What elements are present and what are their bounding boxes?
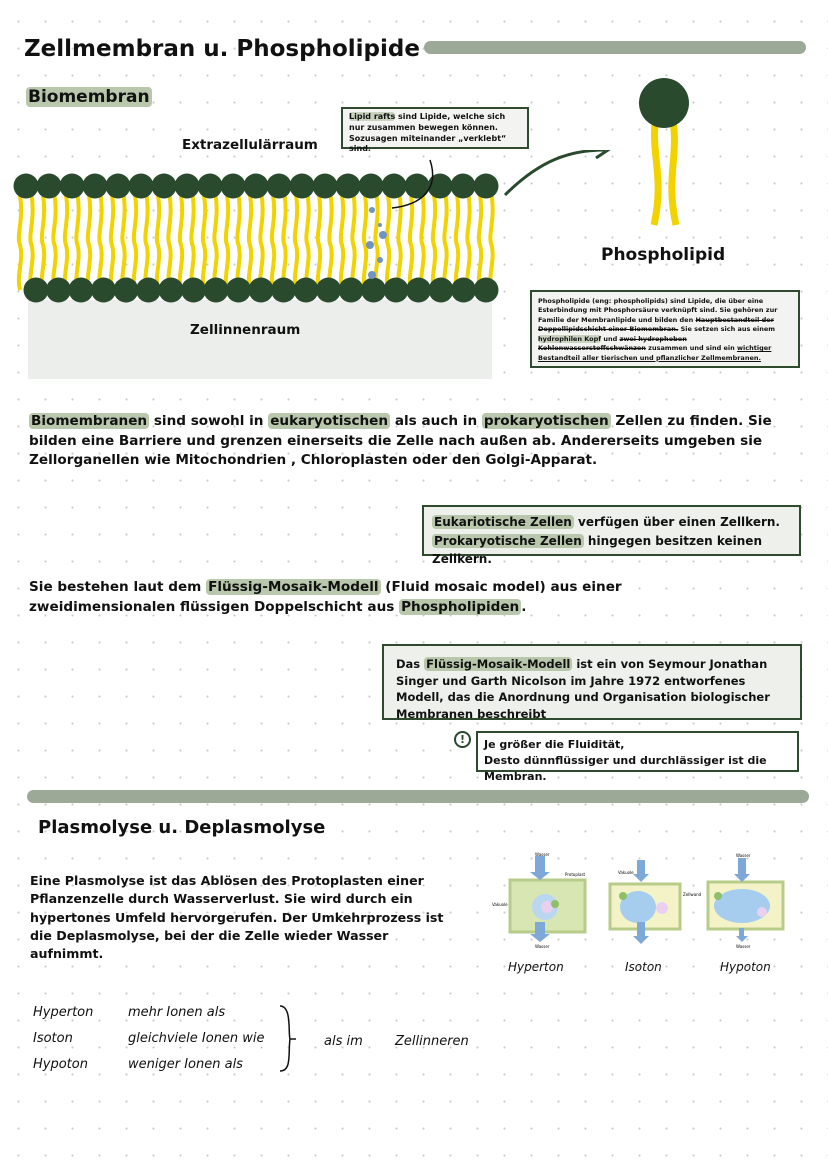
- phospholipid-head: [226, 278, 251, 303]
- cell-isoton: [610, 860, 702, 944]
- cell-label-hyperton: Hyperton: [508, 960, 564, 974]
- section-divider: [27, 790, 809, 803]
- phospholipid-head: [313, 174, 338, 199]
- lipid-tail: [122, 195, 124, 290]
- phospholipid-head: [24, 278, 49, 303]
- phospholipid-head: [294, 278, 319, 303]
- lipid-tail: [260, 195, 262, 290]
- lipid-raft-particle: [366, 241, 374, 249]
- phospholipid-head: [267, 174, 292, 199]
- lipid-rafts-note: Lipid rafts sind Lipide, welche sich nur zusammen bewegen können. Sozusagen miteinander „verklebt“ sind.: [341, 107, 529, 149]
- lipid-raft-particle: [379, 231, 387, 239]
- label-extracellular: Extrazellulärraum: [182, 137, 318, 153]
- lipid-tail: [168, 195, 170, 290]
- label-intracellular: Zellinnenraum: [190, 322, 301, 338]
- membrane-bilayer-diagram: [0, 150, 620, 310]
- lipid-tail: [295, 195, 297, 290]
- lipid-tail: [364, 195, 366, 290]
- lipid-tail: [410, 195, 412, 290]
- fluid-mosaic-paragraph: Sie bestehen laut dem Flüssig-Mosaik-Modell (Fluid mosaic model) aus einer zweidimensionalen flüssigen Doppelschicht aus Phospholipiden .: [29, 579, 622, 615]
- phospholipid-head: [136, 278, 161, 303]
- lipid-raft-particle: [369, 207, 375, 213]
- phospholipid-head: [271, 278, 296, 303]
- phospholipid-head: [429, 278, 454, 303]
- svg-text:Protoplast: Protoplast: [565, 872, 586, 877]
- phospholipid-head: [359, 174, 384, 199]
- lipid-tail: [352, 195, 354, 290]
- section-heading-plasmolyse: Plasmolyse u. Deplasmolyse: [38, 817, 326, 838]
- phospholipid-head: [451, 278, 476, 303]
- phospholipid-head: [316, 278, 341, 303]
- svg-text:Wasser: Wasser: [535, 852, 550, 857]
- lipid-tail: [433, 195, 435, 290]
- lipid-tail: [398, 195, 400, 290]
- cell-types-note: Eukariotische Zellen verfügen über einen Zellkern. Prokaryotische Zellen hingegen besitzen keinen Zellkern.: [422, 505, 801, 556]
- lipid-tail: [318, 195, 320, 290]
- lipid-tail: [53, 195, 55, 290]
- lipid-tail: [329, 195, 331, 290]
- phospholipid-head: [405, 174, 430, 199]
- svg-text:Wasser: Wasser: [736, 944, 751, 949]
- phospholipid-head: [106, 174, 131, 199]
- lipid-tail: [272, 195, 274, 290]
- phospholipid-head: [114, 278, 139, 303]
- lipid-tail: [76, 195, 78, 290]
- lipid-tail: [191, 195, 193, 290]
- svg-text:Vakuole: Vakuole: [492, 902, 508, 907]
- plasmolyse-paragraph: Eine Plasmolyse ist das Ablösen des Protoplasten einer Pflanzenzelle durch Wasserverlust. Sie wird durch ein hypertones Umfeld hervorgerufen. Der Umkehrprozess ist die Deplasmolyse, bei der die Zelle wieder Wasser aufnimmt.: [30, 873, 444, 961]
- phospholipid-head: [406, 278, 431, 303]
- phospholipid-head: [384, 278, 409, 303]
- phospholipid-description: Phospholipide (eng: phospholipids) sind Lipide, die über eine Esterbindung mit Phosphorsäure verknüpft sind. Sie gehören zur Familie der Membranlipide und bilden den Hauptbestandteil der Doppellipidschicht einer Biomembran. Sie setzen sich aus einem hydrophilen Kopf und zwei hydrophoben Kohlenwasserstoffschwänzen zusammen und sind ein wichtiger Bestandteil aller tierischen und pflanzlicher Zellmembranen.: [530, 290, 800, 368]
- lipid-tail: [214, 195, 216, 290]
- phospholipid-head: [361, 278, 386, 303]
- exclamation-circle-icon: !: [454, 731, 471, 748]
- phospholipid-head: [221, 174, 246, 199]
- lipid-tail: [490, 195, 492, 290]
- phospholipid-head: [175, 174, 200, 199]
- phospholipid-head: [474, 174, 499, 199]
- phospholipid-head: [249, 278, 274, 303]
- svg-text:Vakuole: Vakuole: [618, 870, 634, 875]
- phospholipid-head: [204, 278, 229, 303]
- lipid-raft-particle: [377, 257, 383, 263]
- section-heading-biomembran: Biomembran: [28, 87, 150, 107]
- plasmolysis-cells-diagram: [490, 852, 800, 952]
- lipid-tail: [456, 195, 458, 290]
- svg-text:Wasser: Wasser: [736, 853, 751, 858]
- lipid-tail: [479, 195, 481, 290]
- lipid-tail: [30, 195, 32, 290]
- fluidity-note: Je größer die Fluidität, Desto dünnflüssiger und durchlässiger ist die Membran.: [476, 731, 799, 772]
- phospholipid-head: [382, 174, 407, 199]
- lipid-tail: [111, 195, 113, 290]
- label-phospholipid: Phospholipid: [601, 245, 726, 265]
- phospholipid-head: [339, 278, 364, 303]
- svg-text:Wasser: Wasser: [535, 944, 550, 949]
- svg-text:Zellwand: Zellwand: [683, 892, 702, 897]
- phospholipid-head: [91, 278, 116, 303]
- phospholipid-head: [37, 174, 62, 199]
- intracellular-area: [28, 300, 492, 379]
- phospholipid-icon: [620, 75, 710, 235]
- lipid-tail: [283, 195, 285, 290]
- lipid-tail: [249, 195, 251, 290]
- lipid-tail: [203, 195, 205, 290]
- fluid-mosaic-note: Das Flüssig-Mosaik-Modell ist ein von Seymour Jonathan Singer und Garth Nicolson im Jahre 1972 entworfenes Modell, das die Anordnung und Organisation biologischer Membranen beschreibt: [382, 644, 802, 720]
- phospholipid-head: [451, 174, 476, 199]
- phospholipid-head: [181, 278, 206, 303]
- phospholipid-head: [336, 174, 361, 199]
- page-title: Zellmembran u. Phospholipide: [24, 36, 420, 62]
- lipid-tail: [134, 195, 136, 290]
- phospholipid-head: [83, 174, 108, 199]
- phospholipid-head: [152, 174, 177, 199]
- lipid-tail: [99, 195, 101, 290]
- phospholipid-head: [198, 174, 223, 199]
- lipid-raft-particle: [378, 223, 382, 227]
- tonicity-terms: Hyperton Isoton Hypoton: [33, 1005, 94, 1072]
- lipid-tail: [341, 195, 343, 290]
- lipid-tail: [180, 195, 182, 290]
- tonicity-descriptions: mehr Ionen als gleichviele Ionen wie weniger Ionen als: [128, 1005, 265, 1072]
- lipid-tail: [19, 195, 21, 290]
- phospholipid-head: [69, 278, 94, 303]
- lipid-tail: [145, 195, 147, 290]
- lipid-tail: [387, 195, 389, 290]
- phospholipid-head: [14, 174, 39, 199]
- suffix-als-im: als im: [324, 1034, 363, 1049]
- phospholipid-head: [46, 278, 71, 303]
- lipid-tail: [237, 195, 239, 290]
- cell-hyperton: [492, 852, 586, 949]
- suffix-zellinneren: Zellinneren: [395, 1034, 469, 1049]
- arrow-to-phospholipid: [505, 150, 605, 195]
- phospholipid-head: [474, 278, 499, 303]
- lipid-tail: [157, 195, 159, 290]
- cell-hypoton: [708, 853, 783, 949]
- cell-label-isoton: Isoton: [625, 960, 662, 974]
- lipid-tail: [444, 195, 446, 290]
- brace-icon: [278, 1003, 298, 1075]
- lipid-tail: [306, 195, 308, 290]
- phospholipid-head: [159, 278, 184, 303]
- title-bar-decoration: [424, 41, 806, 54]
- phospholipid-head: [290, 174, 315, 199]
- lipid-tail: [88, 195, 90, 290]
- lipid-tail: [65, 195, 67, 290]
- phospholipid-head: [60, 174, 85, 199]
- phospholipid-head: [244, 174, 269, 199]
- phospholipid-head: [129, 174, 154, 199]
- biomembran-paragraph: Biomembranen sind sowohl in eukaryotischen als auch in prokaryotischen Zellen zu finden. Sie bilden eine Barriere und grenzen einerseits die Zelle nach außen ab. Andererseits umgeben sie Zellorganellen wie Mitochondrien , Chloroplasten oder den Golgi-Apparat.: [29, 413, 772, 469]
- lipid-tail: [42, 195, 44, 290]
- lipid-tail: [226, 195, 228, 290]
- cell-label-hypoton: Hypoton: [720, 960, 771, 974]
- lipid-tail: [467, 195, 469, 290]
- lipid-tail: [421, 195, 423, 290]
- lipid-raft-particle: [368, 271, 376, 279]
